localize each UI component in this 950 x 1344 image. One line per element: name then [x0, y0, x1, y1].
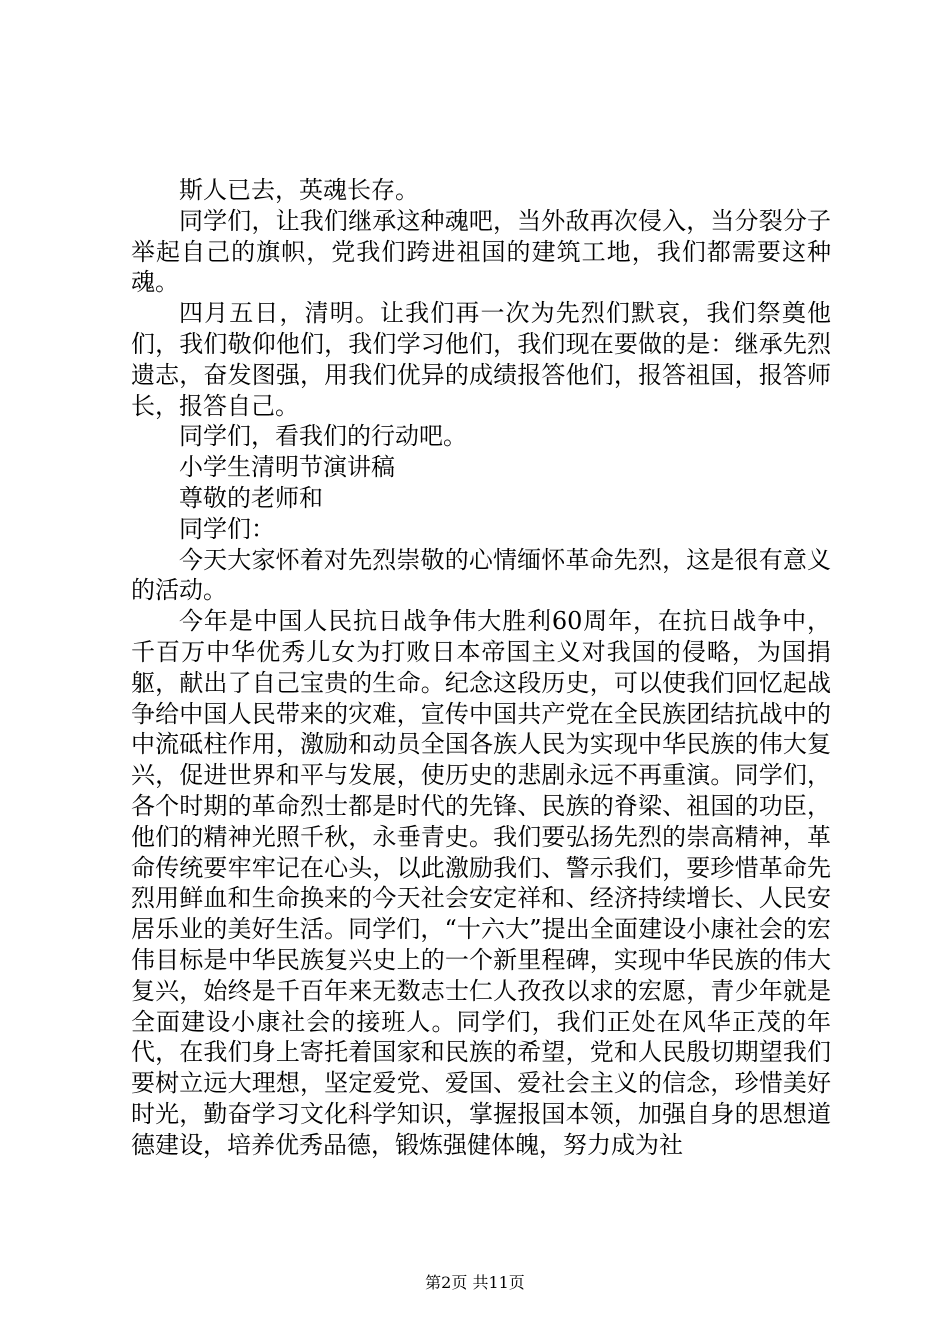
paragraph-1: 斯人已去，英魂长存。: [179, 176, 419, 204]
page-number-footer: 第2页 共11页: [425, 1273, 525, 1292]
document-body: [131, 175, 831, 1161]
salutation-line-2: 同学们：: [179, 514, 275, 543]
paragraph-9: 今年是中国人民抗日战争伟大胜利60周年，在抗日战争中，千百万中华优秀儿女为打败日本帝国主义对我国的侵略，为国捐躯，献出了自己宝贵的生命。纪念这段历史，可以使我们回忆起战争给中国人民带来的灾难，宣传中国共产党在全民族团结抗战中的中流砥柱作用，激励和动员全国各族人民为实现中华民族的伟大复兴，促进世界和平与发展，使历史的悲剧永远不再重演。同学们，各个时期的革命烈士都是时代的先锋、民族的脊梁、祖国的功臣，他们的精神光照千秋，永垂青史。我们要弘扬先烈的崇高精神，革命传统要牢牢记在心头，以此激励我们、警示我们，要珍惜革命先烈用鲜血和生命换来的今天社会安定祥和、经济持续增长、人民安居乐业的美好生活。同学们，“十六大”提出全面建设小康社会的宏伟目标是中华民族复兴史上的一个新里程碑，实现中华民族的伟大复兴，始终是千百年来无数志士仁人孜孜以求的宏愿，青少年就是全面建设小康社会的接班人。同学们，我们正处在风华正茂的年代，在我们身上寄托着国家和民族的希望，党和人民殷切期望我们要树立远大理想，坚定爱党、爱国、爱社会主义的信念，珍惜美好时光，勤奋学习文化科学知识，掌握报国本领，加强自身的思想道德建设，培养优秀品德，锻炼强健体魄，努力成为社: [131, 607, 831, 1159]
salutation-line-1: 尊敬的老师和: [179, 483, 323, 512]
paragraph-4: 同学们，看我们的行动吧。: [179, 422, 467, 451]
paragraph-8: 今天大家怀着对先烈崇敬的心情缅怀革命先烈，这是很有意义的活动。: [131, 545, 831, 605]
speech-title: 小学生清明节演讲稿: [179, 453, 395, 482]
paragraph-3: 四月五日，清明。让我们再一次为先烈们默哀，我们祭奠他们，我们敬仰他们，我们学习他们，我们现在要做的是：继承先烈遗志，奋发图强，用我们优异的成绩报答他们，报答祖国，报答师长，报答自己。: [131, 299, 831, 420]
paragraph-2: 同学们，让我们继承这种魂吧，当外敌再次侵入，当分裂分子举起自己的旗帜，党我们跨进祖国的建筑工地，我们都需要这种魂。: [131, 206, 831, 297]
